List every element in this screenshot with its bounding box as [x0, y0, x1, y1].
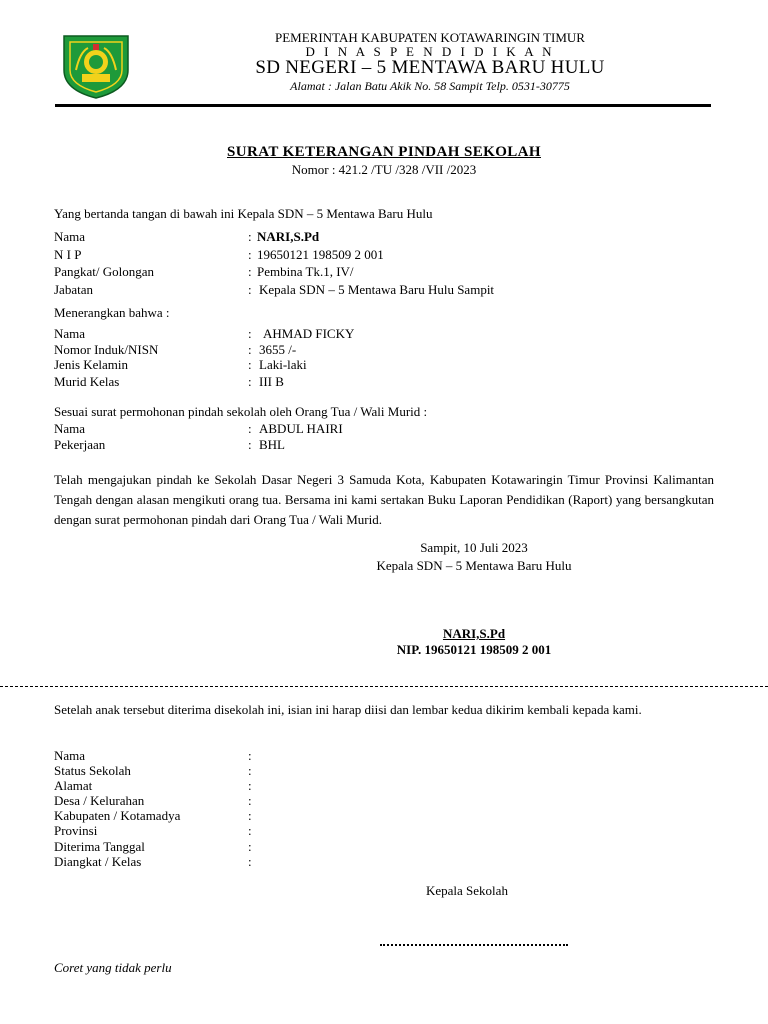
- school-name: SD NEGERI – 5 MENTAWA BARU HULU: [255, 57, 605, 78]
- return-field-sep: :: [248, 823, 252, 838]
- return-field-sep: :: [248, 839, 252, 854]
- return-field-label: Diterima Tanggal: [54, 839, 145, 854]
- student-gender-label: Jenis Kelamin: [54, 357, 129, 372]
- gov-name: PEMERINTAH KABUPATEN KOTAWARINGIN TIMUR: [275, 30, 585, 45]
- student-class-value: III B: [259, 374, 284, 389]
- signer-nip-label: N I P: [54, 247, 82, 262]
- letterhead-divider: [55, 104, 711, 107]
- signature-dotted-line: [380, 944, 568, 946]
- document-number: Nomor : 421.2 /TU /328 /VII /2023: [291, 162, 477, 177]
- signer-rank-sep: :: [248, 264, 252, 279]
- declaration-text: Menerangkan bahwa :: [54, 305, 170, 320]
- return-field-sep: :: [248, 854, 252, 869]
- signature-position: Kepala SDN – 5 Mentawa Baru Hulu: [376, 558, 572, 573]
- student-nisn-value: 3655 /-: [259, 342, 297, 357]
- student-gender-value: Laki-laki: [259, 357, 307, 372]
- student-class-label: Murid Kelas: [54, 374, 120, 389]
- school-address: Alamat : Jalan Batu Akik No. 58 Sampit Telp. 0531-30775: [290, 79, 570, 93]
- principal-caption: Kepala Sekolah: [426, 883, 508, 898]
- return-field-sep: :: [248, 748, 252, 763]
- signer-nip-sep: :: [248, 247, 252, 262]
- return-field-label: Provinsi: [54, 823, 98, 838]
- district-logo: [60, 30, 132, 100]
- return-field-label: Kabupaten / Kotamadya: [54, 808, 181, 823]
- return-field-label: Alamat: [54, 778, 93, 793]
- student-class-sep: :: [248, 374, 252, 389]
- signature-place-date: Sampit, 10 Juli 2023: [420, 540, 528, 555]
- student-name-value: AHMAD FICKY: [263, 326, 355, 341]
- signer-nip-value: 19650121 198509 2 001: [257, 247, 384, 262]
- request-text: Sesuai surat permohonan pindah sekolah oleh Orang Tua / Wali Murid :: [54, 404, 428, 419]
- student-nisn-sep: :: [248, 342, 252, 357]
- return-field-sep: :: [248, 793, 252, 808]
- signer-position-sep: :: [248, 282, 252, 297]
- return-field-sep: :: [248, 763, 252, 778]
- intro-text: Yang bertanda tangan di bawah ini Kepala SDN – 5 Mentawa Baru Hulu: [54, 206, 433, 221]
- signature-name: NARI,S.Pd: [442, 626, 506, 641]
- return-field-sep: :: [248, 808, 252, 823]
- signer-name-label: Nama: [54, 229, 86, 244]
- return-field-label: Desa / Kelurahan: [54, 793, 145, 808]
- return-field-sep: :: [248, 778, 252, 793]
- signer-rank-value: Pembina Tk.1, IV/: [257, 264, 354, 279]
- signer-rank-label: Pangkat/ Golongan: [54, 264, 155, 279]
- signature-nip: NIP. 19650121 198509 2 001: [396, 642, 552, 657]
- body-paragraph: Telah mengajukan pindah ke Sekolah Dasar Negeri 3 Samuda Kota, Kabupaten Kotawaringin Timur Provinsi Kalimantan Tengah dengan alasan mengikuti orang tua. Bersama ini kami sertakan Buku Laporan Pendidikan (Raport) yang bersangkutan dengan surat permohonan pindah dari Orang Tua / Wali Murid.: [54, 472, 714, 527]
- parent-name-label: Nama: [54, 421, 86, 436]
- parent-name-value: ABDUL HAIRI: [259, 421, 343, 436]
- student-name-sep: :: [248, 326, 252, 341]
- footnote: Coret yang tidak perlu: [54, 960, 172, 975]
- student-nisn-label: Nomor Induk/NISN: [54, 342, 159, 357]
- student-name-label: Nama: [54, 326, 86, 341]
- cut-line: [0, 686, 768, 687]
- department-name: D I N A S P E N D I D I K A N: [305, 44, 555, 59]
- document-title: SURAT KETERANGAN PINDAH SEKOLAH: [227, 144, 541, 160]
- signer-position-label: Jabatan: [54, 282, 93, 297]
- student-gender-sep: :: [248, 357, 252, 372]
- signer-position-value: Kepala SDN – 5 Mentawa Baru Hulu Sampit: [259, 282, 495, 297]
- signer-name-sep: :: [248, 229, 252, 244]
- parent-job-value: BHL: [259, 437, 285, 452]
- return-note: Setelah anak tersebut diterima disekolah ini, isian ini harap diisi dan lembar kedua dikirim kembali kepada kami.: [54, 702, 642, 717]
- parent-job-label: Pekerjaan: [54, 437, 106, 452]
- signer-name-value: NARI,S.Pd: [257, 229, 320, 244]
- parent-job-sep: :: [248, 437, 252, 452]
- return-field-label: Status Sekolah: [54, 763, 131, 778]
- return-field-label: Diangkat / Kelas: [54, 854, 142, 869]
- return-field-label: Nama: [54, 748, 86, 763]
- parent-name-sep: :: [248, 421, 252, 436]
